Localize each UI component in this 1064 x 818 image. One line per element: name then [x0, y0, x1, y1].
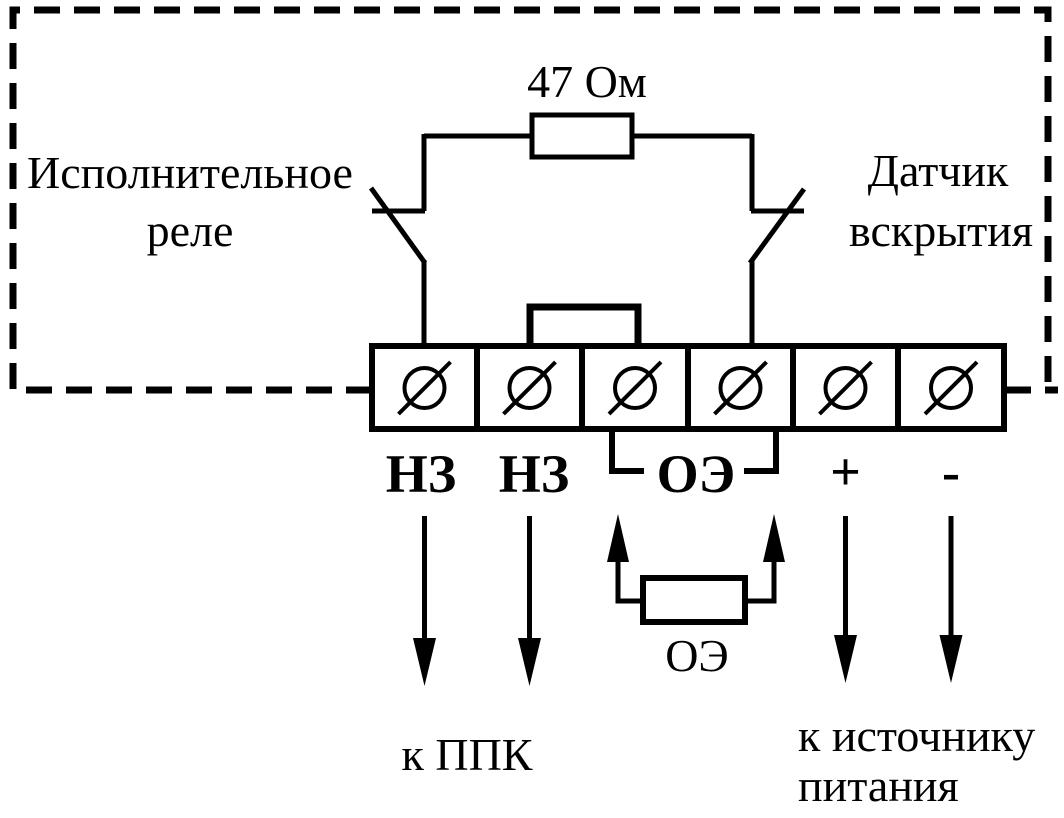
arrow-minus-to-power — [940, 516, 963, 683]
relay-switch-blade — [371, 188, 425, 263]
arrow-head-down — [834, 635, 857, 683]
arrow-head-down — [413, 638, 436, 686]
arrow-nz-to-ppk-1 — [413, 516, 436, 686]
terminal-2 — [477, 346, 582, 429]
resistor-47ohm-body — [532, 115, 632, 157]
relay-label-line1: Исполнительное — [27, 147, 353, 198]
tamper-label-line2: вскрытия — [849, 205, 1033, 256]
relay-label-line2: реле — [146, 205, 234, 256]
arrow-nz-to-ppk-2 — [518, 516, 541, 686]
terminal-label-nz-1: НЗ — [385, 444, 457, 504]
oe-group-bracket — [612, 432, 776, 504]
destination-labels — [402, 710, 1036, 811]
tamper-label-line1: Датчик — [867, 145, 1009, 196]
oe-resistor-body — [643, 578, 745, 622]
terminal-label-nz-2: НЗ — [498, 444, 570, 504]
oe-resistor-label: ОЭ — [665, 630, 729, 681]
tamper-switch-blade — [750, 189, 804, 263]
relay-label — [27, 147, 353, 256]
terminal-block — [372, 346, 1004, 429]
dest-ppk-label: к ППК — [401, 729, 533, 780]
oe-bracket-left — [612, 432, 644, 471]
tamper-contact-switch — [750, 189, 804, 350]
arrow-head-down — [940, 635, 963, 683]
oe-bracket-right — [744, 432, 776, 471]
oe-end-resistor — [607, 514, 785, 681]
relay-contact-switch — [371, 188, 425, 350]
dest-power-label-line1: к источнику — [798, 710, 1036, 761]
terminal-label-minus: - — [942, 442, 960, 502]
terminal-6 — [898, 346, 1004, 429]
resistor-47ohm-label: 47 Ом — [527, 56, 647, 107]
terminal-label-oe-group: ОЭ — [656, 444, 736, 504]
terminal-label-plus: + — [830, 442, 861, 502]
terminal-4 — [688, 346, 793, 429]
arrow-plus-to-power — [834, 516, 857, 683]
dest-power-label-line2: питания — [798, 760, 959, 811]
terminal-1 — [372, 346, 477, 429]
terminal-3 — [582, 346, 688, 429]
terminal-designations — [386, 432, 960, 504]
oe-wire-right — [744, 558, 774, 601]
arrow-head-down — [518, 638, 541, 686]
arrow-head-up-right — [763, 514, 785, 562]
terminal-5 — [793, 346, 898, 429]
resistor-47ohm — [527, 56, 647, 157]
arrow-head-up-left — [607, 514, 629, 562]
tamper-label — [849, 145, 1033, 256]
